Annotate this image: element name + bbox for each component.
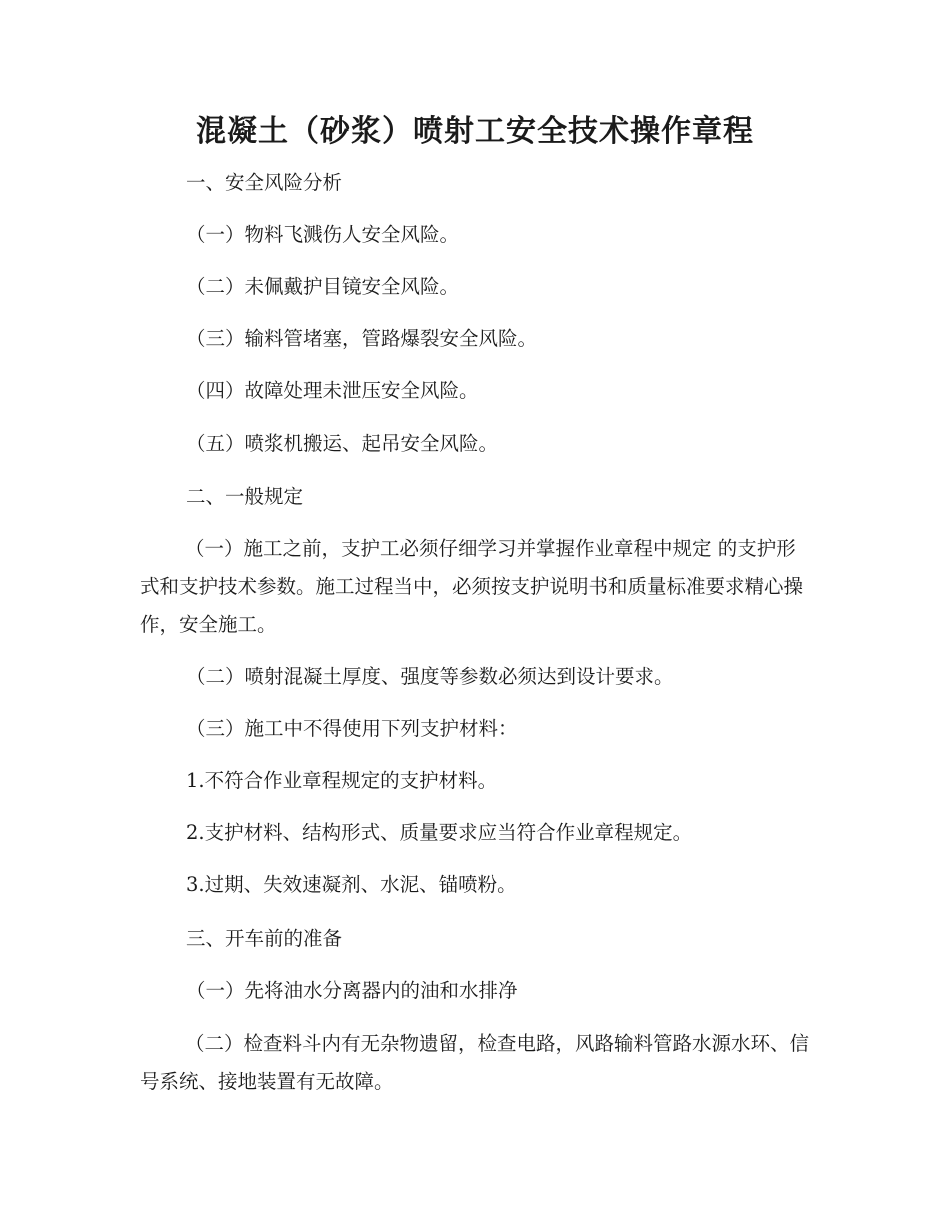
paragraph: （一）先将油水分离器内的油和水排净 xyxy=(186,979,518,1002)
document-title: 混凝土（砂浆）喷射工安全技术操作章程 xyxy=(196,114,754,149)
paragraph: （一）施工之前，支护工必须仔细学习并掌握作业章程中规定 的支护形式和支护技术参数。施工过程当中，必须按支护说明书和质量标准要求精心操作，安全施工。 xyxy=(140,537,804,636)
section-heading-1: 一、安全风险分析 xyxy=(186,171,343,194)
list-item: 2.支护材料、结构形式、质量要求应当符合作业章程规定。 xyxy=(186,821,693,844)
list-item: （四）故障处理未泄压安全风险。 xyxy=(186,379,479,402)
list-item: （一）物料飞溅伤人安全风险。 xyxy=(186,223,460,246)
list-item: 3.过期、失效速凝剂、水泥、锚喷粉。 xyxy=(186,873,517,896)
paragraph: （三）施工中不得使用下列支护材料： xyxy=(186,717,518,740)
list-item: （二）未佩戴护目镜安全风险。 xyxy=(186,275,460,298)
paragraph: （二）检查料斗内有无杂物遗留，检查电路，风路输料管路水源水环、信号系统、接地装置有无故障。 xyxy=(140,1032,810,1093)
section-heading-3: 三、开车前的准备 xyxy=(186,927,343,950)
list-item: （五）喷浆机搬运、起吊安全风险。 xyxy=(186,432,499,455)
list-item: 1.不符合作业章程规定的支护材料。 xyxy=(186,769,498,792)
list-item: （三）输料管堵塞，管路爆裂安全风险。 xyxy=(186,327,538,350)
section-heading-2: 二、一般规定 xyxy=(186,485,304,508)
paragraph: （二）喷射混凝土厚度、强度等参数必须达到设计要求。 xyxy=(186,665,674,688)
